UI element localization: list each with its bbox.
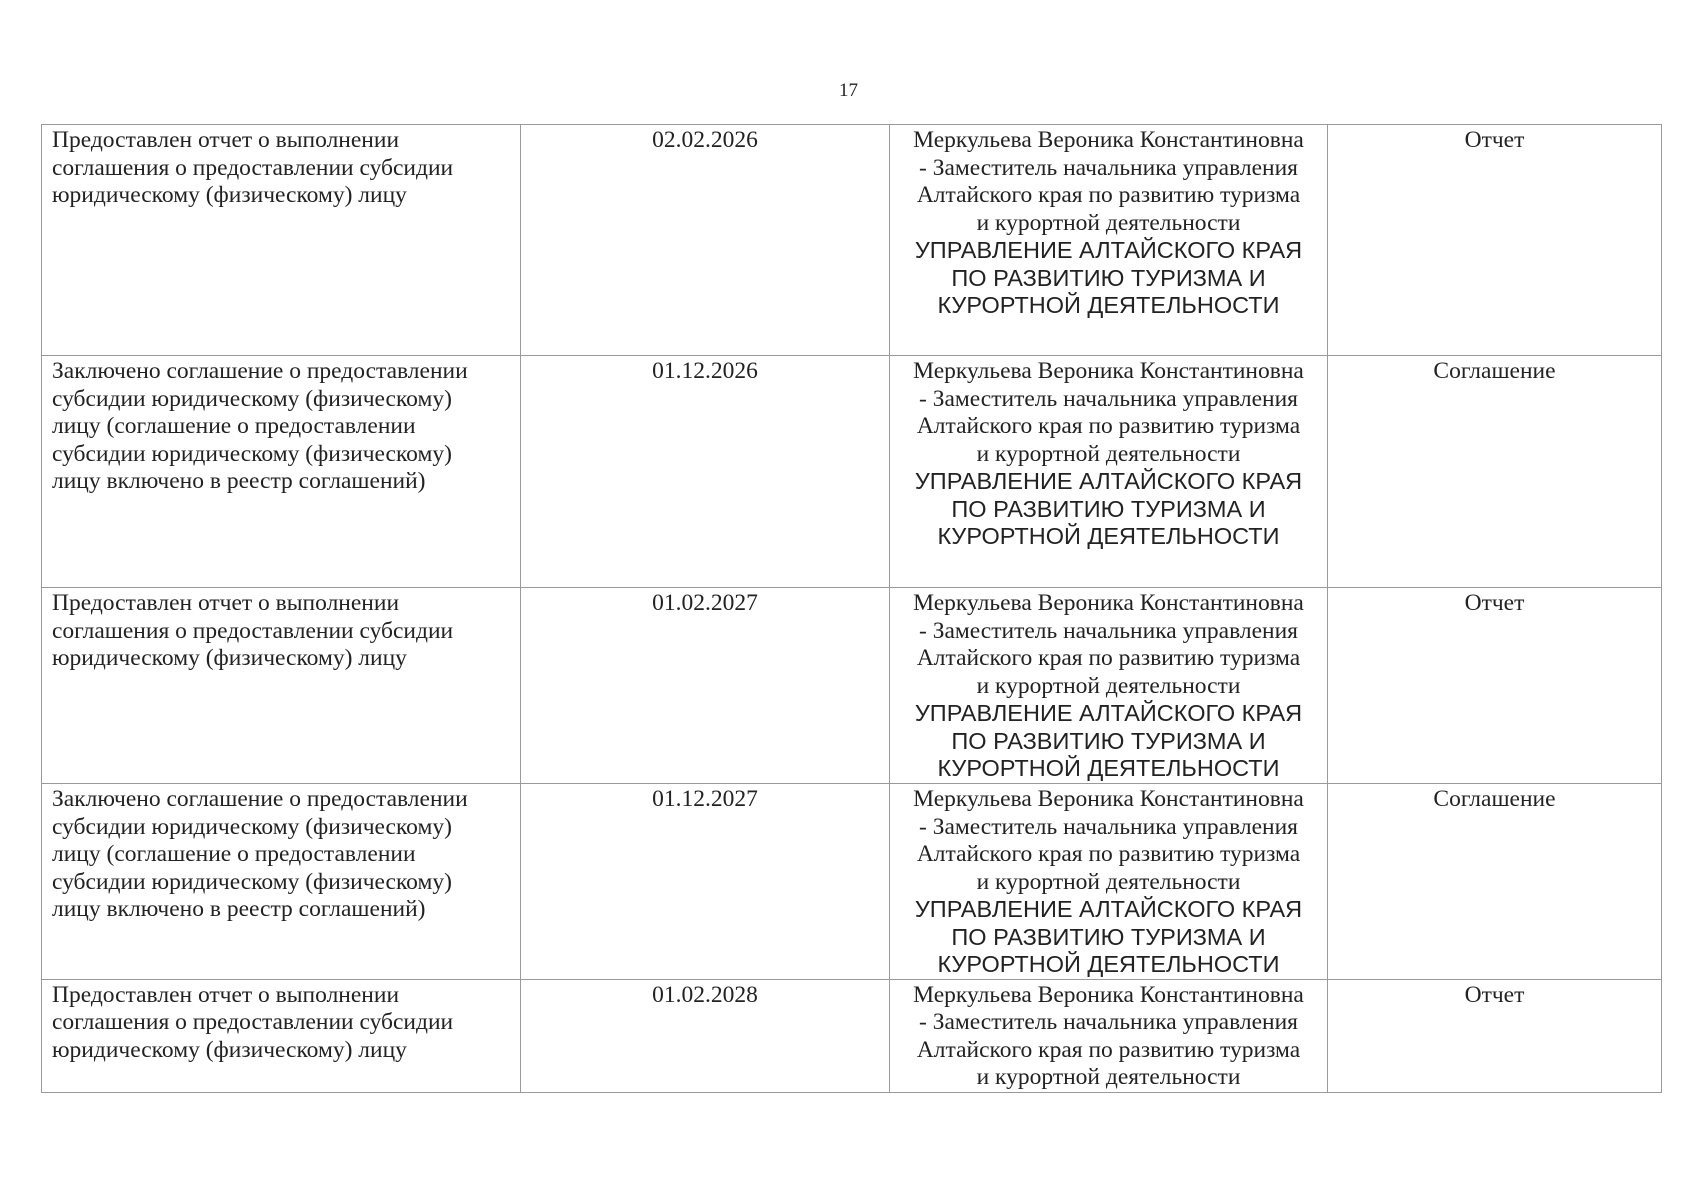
date-text: 01.02.2028 (652, 981, 758, 1008)
organization-text-line: УПРАВЛЕНИЕ АЛТАЙСКОГО КРАЯ (914, 237, 1303, 263)
event-text-line: лицу (соглашение о предоставлении (52, 841, 416, 867)
responsible-text-line: - Заместитель начальника управления (919, 617, 1298, 644)
date-text: 02.02.2026 (652, 127, 758, 153)
document-type-text: Отчет (1464, 981, 1525, 1008)
document-type-text: Отчет (1464, 127, 1525, 153)
event-text-line: субсидии юридическому (физическому) (52, 440, 452, 467)
event-text-line: Предоставлен отчет о выполнении (52, 127, 400, 153)
event-text-line: субсидии юридическому (физическому) (52, 813, 452, 840)
responsible-cell (890, 784, 1328, 980)
responsible-text-line: - Заместитель начальника управления (919, 154, 1298, 181)
date-cell (521, 588, 890, 784)
date-cell (521, 356, 890, 588)
organization-text-line: КУРОРТНОЙ ДЕЯТЕЛЬНОСТИ (937, 951, 1280, 977)
event-text-line: лицу включено в реестр соглашений) (52, 896, 426, 922)
responsible-text-line: и курортной деятельности (976, 440, 1241, 467)
date-text: 01.12.2026 (652, 358, 758, 384)
organization-text-line: УПРАВЛЕНИЕ АЛТАЙСКОГО КРАЯ (914, 896, 1303, 922)
event-text-line: лицу включено в реестр соглашений) (52, 468, 426, 494)
responsible-text-line: - Заместитель начальника управления (919, 385, 1298, 412)
document-cell (1328, 356, 1662, 588)
event-text-line: юридическому (физическому) лицу (52, 1036, 407, 1063)
event-text-line: субсидии юридическому (физическому) (52, 868, 452, 895)
responsible-text-line: Меркульева Вероника Константиновна (913, 981, 1304, 1008)
event-cell (42, 588, 521, 784)
date-text: 01.02.2027 (652, 590, 758, 616)
event-cell (42, 979, 521, 1092)
schedule-table (41, 124, 1662, 1093)
responsible-text-line: Алтайского края по развитию туризма (916, 841, 1301, 867)
table-body (42, 125, 1662, 1093)
organization-text-line: ПО РАЗВИТИЮ ТУРИЗМА И (951, 264, 1266, 291)
organization-text-line: ПО РАЗВИТИЮ ТУРИЗМА И (951, 727, 1266, 754)
responsible-text-line: и курортной деятельности (976, 209, 1241, 236)
responsible-text-line: Меркульева Вероника Константиновна (913, 590, 1304, 616)
organization-text-line: ПО РАЗВИТИЮ ТУРИЗМА И (951, 923, 1266, 950)
event-cell (42, 784, 521, 980)
event-text-line: юридическому (физическому) лицу (52, 182, 407, 208)
organization-text-line: КУРОРТНОЙ ДЕЯТЕЛЬНОСТИ (937, 523, 1280, 549)
table-row (42, 979, 1662, 1092)
responsible-text-line: Алтайского края по развитию туризма (916, 413, 1301, 439)
date-cell (521, 784, 890, 980)
responsible-text-line: Меркульева Вероника Константиновна (913, 127, 1304, 153)
date-cell (521, 979, 890, 1092)
responsible-text-line: и курортной деятельности (976, 672, 1241, 699)
date-text: 01.12.2027 (652, 786, 758, 812)
document-cell (1328, 125, 1662, 356)
document-cell (1328, 784, 1662, 980)
event-cell (42, 125, 521, 356)
responsible-text-line: Алтайского края по развитию туризма (916, 1036, 1301, 1063)
responsible-text-line: Меркульева Вероника Константиновна (913, 358, 1304, 384)
responsible-text-line: и курортной деятельности (976, 868, 1241, 895)
responsible-cell (890, 356, 1328, 588)
responsible-text-line: Меркульева Вероника Константиновна (913, 786, 1304, 812)
event-text-line: соглашения о предоставлении субсидии (52, 1009, 454, 1035)
event-text-line: субсидии юридическому (физическому) (52, 385, 452, 412)
document-type-text: Соглашение (1433, 358, 1556, 384)
organization-text-line: КУРОРТНОЙ ДЕЯТЕЛЬНОСТИ (937, 755, 1280, 781)
event-cell (42, 356, 521, 588)
responsible-cell (890, 588, 1328, 784)
event-text-line: соглашения о предоставлении субсидии (52, 617, 454, 644)
event-text-line: Заключено соглашение о предоставлении (52, 786, 468, 812)
event-text-line: соглашения о предоставлении субсидии (52, 154, 454, 181)
event-text-line: лицу (соглашение о предоставлении (52, 413, 416, 439)
event-text-line: юридическому (физическому) лицу (52, 645, 407, 671)
responsible-text-line: - Заместитель начальника управления (919, 1009, 1298, 1035)
responsible-text-line: Алтайского края по развитию туризма (916, 645, 1301, 671)
event-text-line: Заключено соглашение о предоставлении (52, 358, 468, 384)
document-type-text: Отчет (1464, 590, 1525, 616)
table-row (42, 356, 1662, 588)
responsible-cell (890, 125, 1328, 356)
event-text-line: Предоставлен отчет о выполнении (52, 981, 400, 1008)
organization-text-line: КУРОРТНОЙ ДЕЯТЕЛЬНОСТИ (937, 292, 1280, 318)
table-row (42, 125, 1662, 356)
responsible-text-line: и курортной деятельности (976, 1064, 1241, 1090)
organization-text-line: УПРАВЛЕНИЕ АЛТАЙСКОГО КРАЯ (914, 700, 1303, 726)
page-number: 17 (839, 80, 858, 101)
event-text-line: Предоставлен отчет о выполнении (52, 590, 400, 616)
document-cell (1328, 588, 1662, 784)
table-row (42, 588, 1662, 784)
document-type-text: Соглашение (1433, 786, 1556, 812)
organization-text-line: УПРАВЛЕНИЕ АЛТАЙСКОГО КРАЯ (914, 468, 1303, 494)
document-cell (1328, 979, 1662, 1092)
responsible-text-line: Алтайского края по развитию туризма (916, 182, 1301, 208)
date-cell (521, 125, 890, 356)
responsible-cell (890, 979, 1328, 1092)
table-row (42, 784, 1662, 980)
organization-text-line: ПО РАЗВИТИЮ ТУРИЗМА И (951, 495, 1266, 522)
responsible-text-line: - Заместитель начальника управления (919, 813, 1298, 840)
